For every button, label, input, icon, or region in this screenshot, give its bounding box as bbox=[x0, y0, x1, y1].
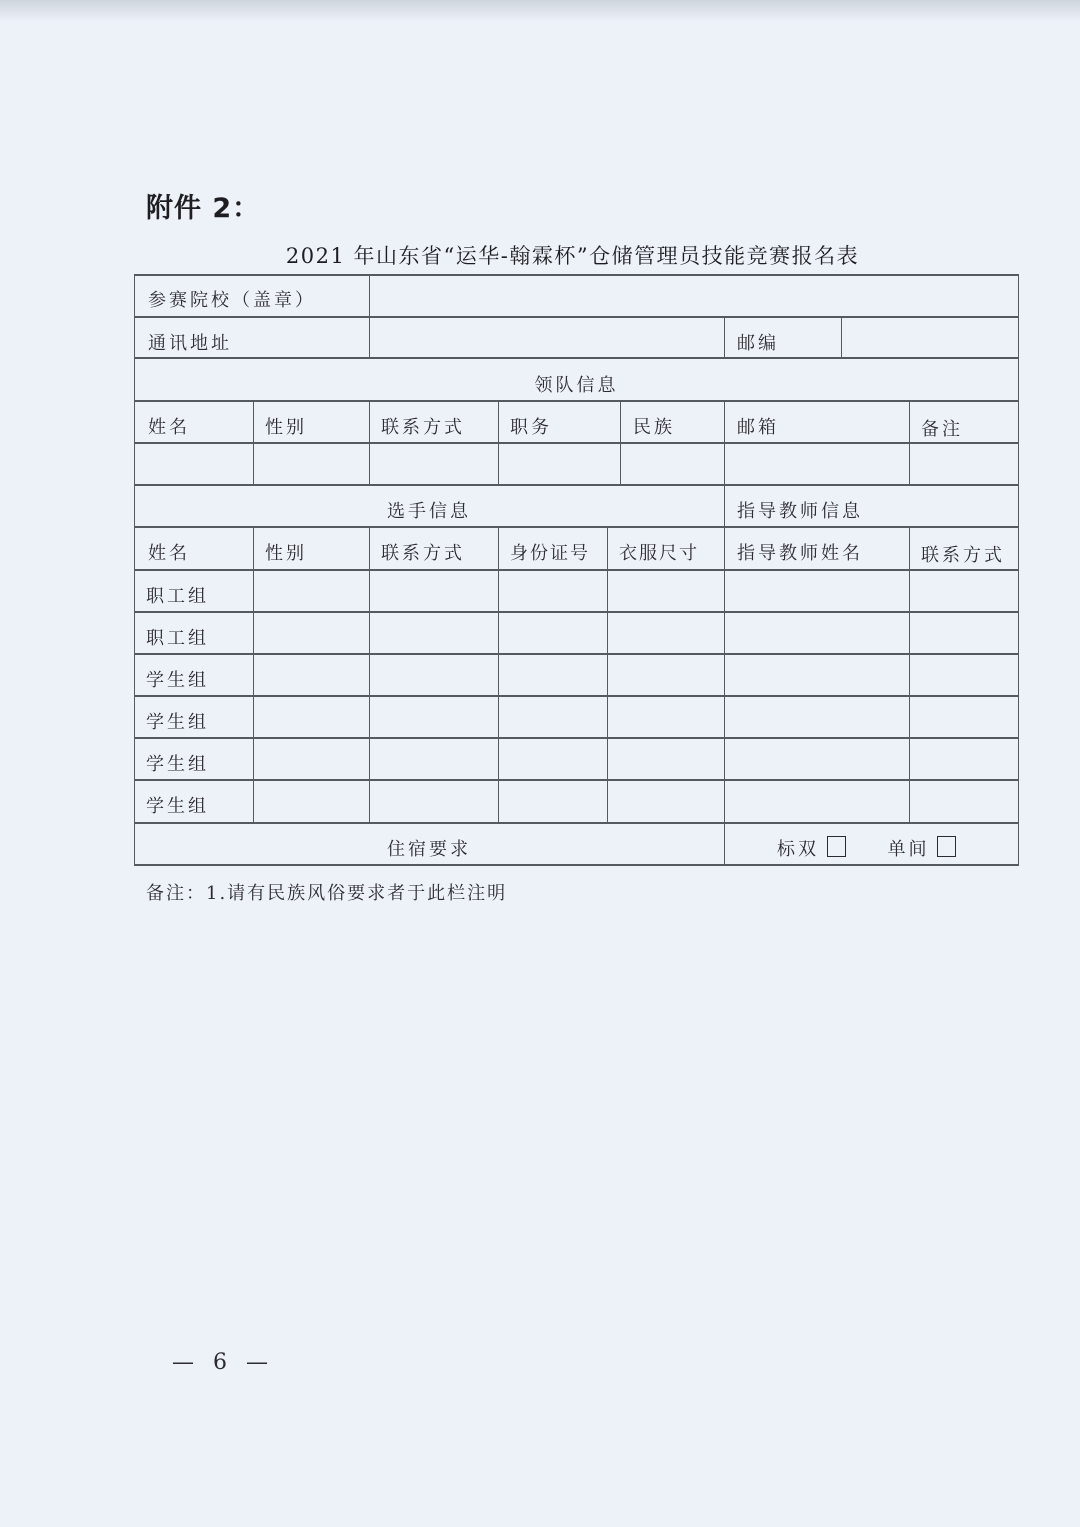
player-row-group: 学生组 bbox=[146, 754, 209, 775]
col-divider bbox=[909, 526, 910, 823]
leader-position-field[interactable] bbox=[500, 444, 619, 483]
leader-header-gender: 性别 bbox=[265, 417, 307, 438]
leader-header-name: 姓名 bbox=[148, 417, 190, 438]
player-header-clothing-size: 衣服尺寸 bbox=[619, 543, 699, 564]
footnote: 备注：1.请有民族风俗要求者于此栏注明 bbox=[146, 883, 508, 904]
leader-header-email: 邮箱 bbox=[737, 417, 779, 438]
leader-name-field[interactable] bbox=[136, 444, 252, 483]
row-divider bbox=[134, 526, 1019, 528]
player-row-group: 学生组 bbox=[146, 712, 209, 733]
player-header-name: 姓名 bbox=[148, 543, 190, 564]
address-label: 通讯地址 bbox=[148, 333, 232, 354]
player-header-contact: 联系方式 bbox=[381, 543, 465, 564]
row-divider bbox=[134, 357, 1019, 359]
leader-contact-field[interactable] bbox=[371, 444, 497, 483]
school-field[interactable] bbox=[372, 276, 1016, 316]
standard-double-checkbox[interactable] bbox=[827, 836, 846, 857]
col-divider bbox=[369, 526, 370, 823]
row-divider bbox=[134, 400, 1019, 402]
teacher-section-title: 指导教师信息 bbox=[737, 501, 863, 522]
leader-header-contact: 联系方式 bbox=[381, 417, 465, 438]
postcode-label: 邮编 bbox=[737, 333, 779, 354]
leader-header-ethnicity: 民族 bbox=[633, 417, 675, 438]
row-divider bbox=[134, 737, 1019, 739]
col-divider bbox=[724, 484, 725, 527]
postcode-field[interactable] bbox=[844, 318, 1016, 356]
player-header-gender: 性别 bbox=[265, 543, 307, 564]
option-standard-double-label: 标双 bbox=[777, 839, 819, 860]
single-room-checkbox[interactable] bbox=[937, 836, 956, 857]
leader-email-field[interactable] bbox=[726, 444, 908, 483]
accommodation-options bbox=[777, 835, 956, 861]
player-header-id-number: 身份证号 bbox=[510, 543, 590, 564]
option-single-label: 单间 bbox=[887, 839, 930, 860]
leader-remarks-field[interactable] bbox=[911, 444, 1017, 483]
row-divider bbox=[134, 484, 1019, 486]
school-label: 参赛院校（盖章） bbox=[148, 290, 316, 311]
player-header-teacher-name: 指导教师姓名 bbox=[737, 543, 863, 564]
row-divider bbox=[134, 569, 1019, 571]
scan-top-shadow bbox=[0, 0, 1080, 22]
leader-ethnicity-field[interactable] bbox=[622, 444, 723, 483]
leader-gender-field[interactable] bbox=[255, 444, 368, 483]
player-row-group: 学生组 bbox=[146, 796, 209, 817]
row-divider bbox=[134, 695, 1019, 697]
row-divider bbox=[134, 779, 1019, 781]
row-divider bbox=[134, 611, 1019, 613]
row-divider bbox=[134, 822, 1019, 824]
player-header-teacher-contact: 联系方式 bbox=[921, 545, 1005, 566]
leader-section-title: 领队信息 bbox=[534, 375, 619, 396]
table-border-bottom bbox=[134, 864, 1019, 866]
accommodation-label: 住宿要求 bbox=[387, 839, 471, 860]
player-row-group: 职工组 bbox=[146, 628, 209, 649]
row-divider bbox=[134, 653, 1019, 655]
player-row-group: 职工组 bbox=[146, 586, 209, 607]
col-divider bbox=[724, 316, 725, 358]
col-divider bbox=[498, 526, 499, 823]
col-divider bbox=[841, 316, 842, 358]
col-divider bbox=[724, 526, 725, 865]
address-field[interactable] bbox=[372, 318, 722, 356]
table-border-right bbox=[1018, 274, 1019, 866]
player-row-group: 学生组 bbox=[146, 670, 209, 691]
page-number: — 6 — bbox=[172, 1350, 274, 1375]
leader-header-position: 职务 bbox=[510, 417, 552, 438]
player-section-title: 选手信息 bbox=[387, 501, 471, 522]
table-border-left bbox=[134, 274, 135, 866]
attachment-label: 附件 2： bbox=[146, 193, 261, 224]
col-divider bbox=[253, 526, 254, 823]
leader-header-remarks: 备注 bbox=[921, 419, 963, 440]
col-divider bbox=[607, 526, 608, 823]
form-title: 2021 年山东省“运华-翰霖杯”仓储管理员技能竞赛报名表 bbox=[285, 244, 860, 268]
col-divider bbox=[369, 274, 370, 358]
